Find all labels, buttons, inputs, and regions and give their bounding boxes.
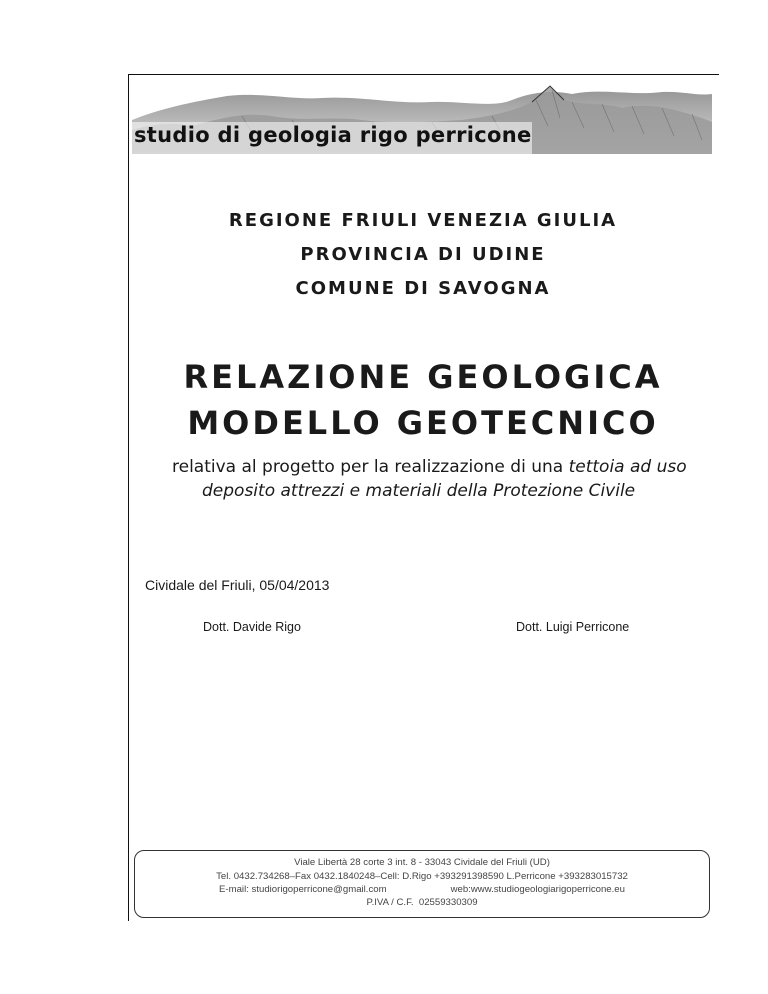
studio-name: studio di geologia rigo perricone (134, 123, 532, 147)
place-date: Cividale del Friuli, 05/04/2013 (145, 577, 330, 593)
subtitle-italic-2: deposito attrezzi e materiali della Protezione Civile (202, 481, 636, 501)
region-heading (128, 204, 718, 306)
footer-address: Viale Libertà 28 corte 3 int. 8 - 33043 Cividale del Friuli (UD) (294, 857, 550, 868)
signer-right: Dott. Luigi Perricone (516, 620, 630, 634)
footer-email-web (134, 884, 710, 896)
municipality-line: COMUNE DI SAVOGNA (295, 278, 551, 299)
subtitle-prefix: relativa al progetto per la realizzazione di una (172, 457, 564, 477)
document-title (128, 354, 718, 446)
title-line-2: MODELLO GEOTECNICO (187, 404, 659, 442)
region-line: REGIONE FRIULI VENEZIA GIULIA (228, 210, 618, 231)
signer-left: Dott. Davide Rigo (203, 620, 301, 634)
footer-phones: Tel. 0432.734268–Fax 0432.1840248–Cell: D.Rigo +393291398590 L.Perricone +393283015732 (216, 871, 628, 882)
subtitle-italic-1: tettoia ad uso (568, 457, 687, 477)
province-line: PROVINCIA DI UDINE (300, 244, 546, 265)
title-line-1: RELAZIONE GEOLOGICA (183, 358, 663, 396)
footer-web[interactable]: web:www.studiogeologiarigoperricone.eu (450, 884, 625, 895)
footer-vat: P.IVA / C.F. 02559330309 (366, 897, 478, 908)
project-description (172, 455, 712, 503)
footer-email[interactable]: E-mail: studiorigoperricone@gmail.com (219, 884, 387, 895)
